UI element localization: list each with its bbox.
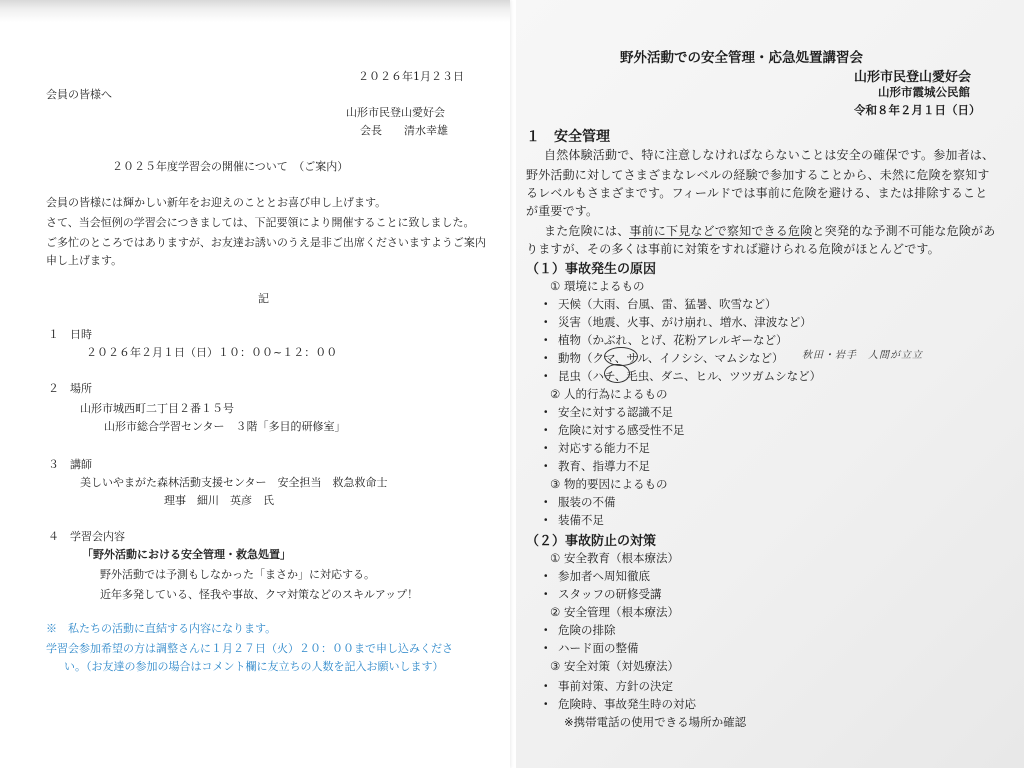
list-item: ・ 動物（クマ、サル、イノシシ、マムシなど） bbox=[540, 351, 784, 365]
section-2-address: 山形市城西町二丁目２番１５号 bbox=[80, 402, 234, 415]
list-item: ・ 危険の排除 bbox=[540, 623, 616, 637]
note-1: ※ 私たちの活動に直結する内容になります。 bbox=[46, 622, 277, 635]
list-item: ・ 教育、指導力不足 bbox=[540, 459, 650, 473]
handwritten-note: 秋田・岩手 人間が立立 bbox=[802, 350, 923, 361]
section-3-lecturer: 理事 細川 英彦 氏 bbox=[164, 494, 274, 507]
handwritten-circle bbox=[604, 347, 638, 366]
paragraph-4: 申し上げます。 bbox=[46, 254, 123, 267]
section-4-line-1: 野外活動では予測もしなかった「まさか」に対応する。 bbox=[100, 568, 375, 581]
paragraph-2: さて、当会恒例の学習会につきましては、下記要領により開催することに致しました。 bbox=[46, 216, 475, 229]
sub-environment: ① 環境によるもの bbox=[550, 279, 645, 293]
handout-venue: 山形市霞城公民館 bbox=[878, 85, 970, 99]
list-item: ・ 昆虫（ハチ、毛虫、ダニ、ヒル、ツツガムシなど） bbox=[540, 369, 822, 383]
body-line-3: るレベルもさまざまです。フィールドでは事前に危険を避ける、または排除すること bbox=[526, 186, 988, 200]
list-item: ・ ハード面の整備 bbox=[540, 641, 639, 655]
bullet: ・ bbox=[540, 641, 552, 655]
body-line-1: 自然体験活動で、特に注意しなければならないことは安全の確保です。参加者は、 bbox=[544, 148, 995, 162]
sub-human: ② 人的行為によるもの bbox=[550, 387, 668, 401]
sub-countermeasures: ③ 安全対策（対処療法） bbox=[550, 659, 679, 673]
handout-date: 令和８年２月１日（日） bbox=[854, 103, 981, 117]
bullet: ・ bbox=[540, 369, 552, 383]
section-3-org: 美しいやまがた森林活動支援センター 安全担当 救急救命士 bbox=[80, 476, 388, 489]
sender-name: 会長 清水幸雄 bbox=[360, 124, 448, 137]
letter-date: ２０２６年1月２３日 bbox=[358, 70, 464, 83]
heading-safety-management: １ 安全管理 bbox=[526, 129, 610, 145]
bullet: ・ bbox=[540, 513, 552, 527]
list-item: ・ 安全に対する認識不足 bbox=[540, 405, 673, 419]
list-item: ・ 危険に対する感受性不足 bbox=[540, 423, 685, 437]
list-item: ・ 参加者へ周知徹底 bbox=[540, 569, 650, 583]
underlined-phrase: 事前に下見などで察知できる危険 bbox=[629, 224, 813, 238]
section-1-label: １ 日時 bbox=[48, 328, 92, 341]
section-4-title: 「野外活動における安全管理・救急処置」 bbox=[82, 548, 291, 561]
note-3: い。（お友達の参加の場合はコメント欄に友立ちの人数を記入お願いします） bbox=[64, 660, 444, 673]
section-2-venue: 山形市総合学習センター ３階「多目的研修室」 bbox=[104, 420, 346, 433]
list-item: ・ 植物（かぶれ、とげ、花粉アレルギーなど） bbox=[540, 333, 788, 347]
body-line-5-a: また危険には、 bbox=[544, 224, 630, 238]
body-line-2: 野外活動に対してさまざまなレベルの経験で参加することから、未然に危険を察知す bbox=[526, 168, 990, 182]
sub-education: ① 安全教育（根本療法） bbox=[550, 551, 679, 565]
bullet: ・ bbox=[540, 441, 552, 455]
bullet: ・ bbox=[540, 351, 552, 365]
bullet: ・ bbox=[540, 297, 552, 311]
section-prevention: （２）事故防止の対策 bbox=[526, 534, 657, 549]
list-item: ・ 対応する能力不足 bbox=[540, 441, 650, 455]
page-top-shadow bbox=[0, 0, 510, 22]
bullet: ・ bbox=[540, 679, 552, 693]
list-item: ・ 装備不足 bbox=[540, 513, 604, 527]
bullet: ・ bbox=[540, 623, 552, 637]
paragraph-3: ご多忙のところではありますが、お友達お誘いのうえ是非ご出席くださいますようご案内 bbox=[46, 236, 486, 249]
bullet: ・ bbox=[540, 587, 552, 601]
handwritten-circle bbox=[604, 364, 630, 383]
bullet: ・ bbox=[540, 697, 552, 711]
section-causes: （１）事故発生の原因 bbox=[526, 262, 657, 277]
list-item: ・ 服装の不備 bbox=[540, 495, 616, 509]
list-item: ・ スタッフの研修受講 bbox=[540, 587, 662, 601]
bullet: ・ bbox=[540, 495, 552, 509]
section-2-label: ２ 場所 bbox=[48, 382, 92, 395]
sender-org: 山形市民登山愛好会 bbox=[346, 106, 445, 119]
section-4-line-2: 近年多発している、怪我や事故、クマ対策などのスキルアップ！ bbox=[100, 588, 419, 601]
list-item: ・ 事前対策、方針の決定 bbox=[540, 679, 673, 693]
recipient: 会員の皆様へ bbox=[46, 88, 112, 101]
body-line-5-c: と突発的な予測不可能な危険があ bbox=[812, 224, 996, 238]
letter-subject: ２０２５年度学習会の開催について （ご案内） bbox=[112, 160, 349, 173]
bullet: ・ bbox=[540, 569, 552, 583]
note-2: 学習会参加希望の方は調整さんに１月２７日（火）２０：００まで申し込みくださ bbox=[46, 642, 453, 655]
handout-title: 野外活動での安全管理・応急処置講習会 bbox=[620, 50, 863, 66]
list-item: ・ 災害（地震、火事、がけ崩れ、増水、津波など） bbox=[540, 315, 812, 329]
ki-heading: 記 bbox=[258, 292, 269, 305]
section-3-label: ３ 講師 bbox=[48, 458, 92, 471]
bullet: ・ bbox=[540, 315, 552, 329]
handout-org: 山形市民登山愛好会 bbox=[854, 70, 972, 85]
list-item: ・ 天候（大雨、台風、雷、猛暑、吹雪など） bbox=[540, 297, 777, 311]
bullet: ・ bbox=[540, 423, 552, 437]
bullet: ・ bbox=[540, 333, 552, 347]
list-item: ・ 危険時、事故発生時の対応 bbox=[540, 697, 696, 711]
body-line-6: りますが、その多くは事前に対策をすれば避けられる危険がほとんどです。 bbox=[526, 242, 940, 256]
footnote: ※携帯電話の使用できる場所か確認 bbox=[564, 715, 747, 729]
section-1-value: ２０２６年２月１日（日）１０：００~１２：００ bbox=[86, 346, 338, 359]
left-document-page bbox=[0, 0, 510, 768]
paragraph-1: 会員の皆様には輝かしい新年をお迎えのこととお喜び申し上げます。 bbox=[46, 196, 387, 209]
section-4-label: ４ 学習会内容 bbox=[48, 530, 125, 543]
bullet: ・ bbox=[540, 405, 552, 419]
sub-management: ② 安全管理（根本療法） bbox=[550, 605, 679, 619]
bullet: ・ bbox=[540, 459, 552, 473]
body-line-5 bbox=[544, 222, 995, 239]
sub-material: ③ 物的要因によるもの bbox=[550, 477, 668, 491]
body-line-4: が重要です。 bbox=[526, 204, 599, 218]
right-document-page bbox=[516, 0, 1024, 768]
